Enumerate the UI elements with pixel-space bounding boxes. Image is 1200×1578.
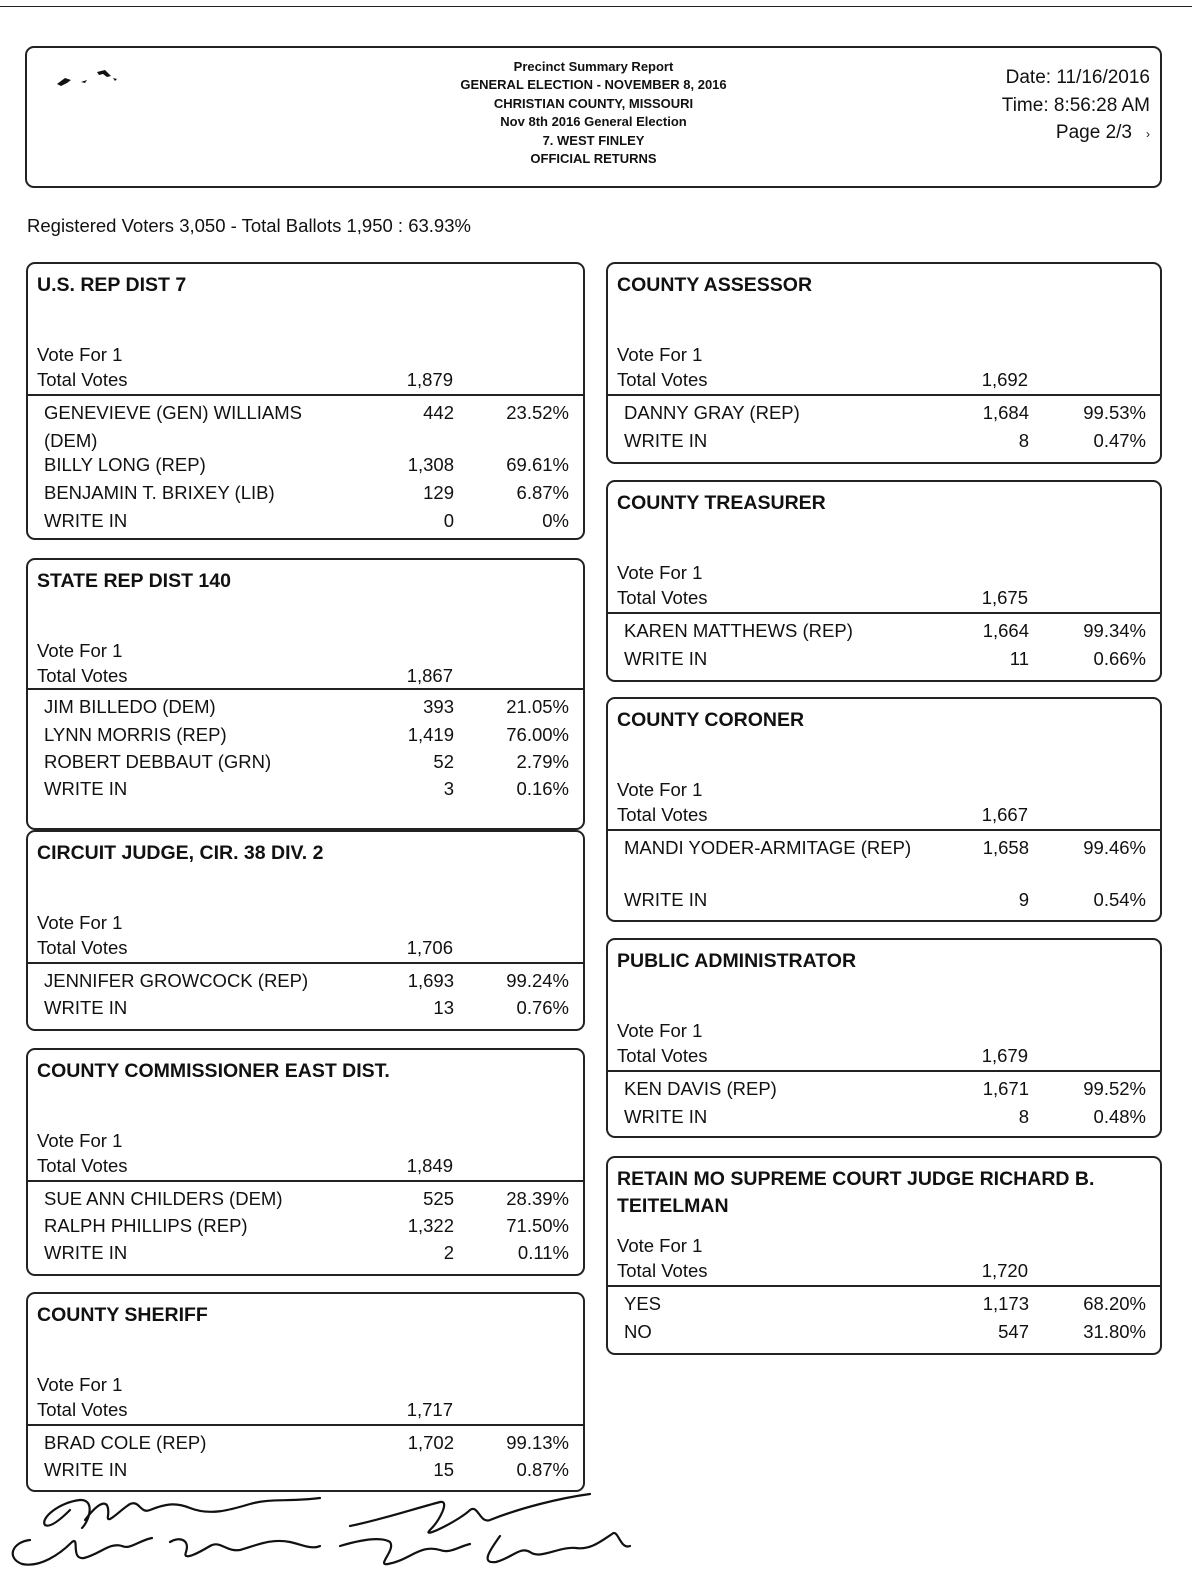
candidate-percent: 68.20% [1083,1293,1146,1314]
candidate-name: KEN DAVIS (REP) [624,1078,777,1099]
race-title: U.S. REP DIST 7 [37,274,187,296]
total-votes-value: 1,879 [406,369,453,390]
official-signatures [0,1480,700,1578]
vote-for-label: Vote For 1 [617,1020,703,1041]
candidate-name: WRITE IN [44,1242,128,1263]
candidate-votes: 393 [423,696,454,717]
candidate-percent: 99.46% [1083,837,1146,858]
candidate-percent: 0.16% [516,778,569,799]
candidate-name: MANDI YODER-ARMITAGE (REP) [624,837,912,858]
candidate-votes: 11 [1009,648,1029,669]
vote-for-label: Vote For 1 [617,779,703,800]
candidate-name: WRITE IN [44,1459,128,1480]
candidate-name: WRITE IN [44,510,128,531]
vote-for-label: Vote For 1 [37,1130,123,1151]
vote-for-label: Vote For 1 [617,1235,703,1256]
header-line: 7. WEST FINLEY [542,132,645,148]
candidate-votes: 442 [423,402,454,423]
vote-for-label: Vote For 1 [617,562,703,583]
race-divider [28,688,583,690]
candidate-name: WRITE IN [624,1106,708,1127]
total-votes-label: Total Votes [37,1399,128,1420]
candidate-percent: 99.53% [1083,402,1146,423]
vote-for-label: Vote For 1 [37,344,123,365]
total-votes-value: 1,692 [981,369,1028,390]
race-divider [28,962,583,964]
total-votes-label: Total Votes [617,804,708,825]
race-title: RETAIN MO SUPREME COURT JUDGE RICHARD B. TEITELMAN [617,1168,1095,1217]
report-time: Time: 8:56:28 AM [1001,94,1150,116]
race-divider [608,394,1160,396]
candidate-votes: 547 [998,1321,1029,1342]
header-line: Nov 8th 2016 General Election [500,114,687,130]
header-line: CHRISTIAN COUNTY, MISSOURI [493,95,694,111]
candidate-name: ROBERT DEBBAUT (GRN) [44,751,272,772]
registered-voters-line: Registered Voters 3,050 - Total Ballots 1,950 : 63.93% [27,215,471,236]
vote-for-label: Vote For 1 [37,912,123,933]
candidate-votes: 52 [433,751,454,772]
report-header [25,46,1162,188]
total-votes-label: Total Votes [37,665,128,686]
race-divider [28,1424,583,1426]
candidate-name: LYNN MORRIS (REP) [44,724,227,745]
page-number: Page 2/3 [1055,122,1132,143]
candidate-votes: 1,308 [407,454,454,475]
total-votes-value: 1,717 [406,1399,453,1420]
candidate-name: WRITE IN [624,648,708,669]
vote-for-label: Vote For 1 [617,344,703,365]
candidate-votes: 1,664 [982,620,1029,641]
race-box [26,830,585,1031]
candidate-name: RALPH PHILLIPS (REP) [44,1215,248,1236]
candidate-name: GENEVIEVE (GEN) WILLIAMS (DEM) [44,402,303,451]
race-title: COUNTY CORONER [617,709,805,731]
vote-for-label: Vote For 1 [37,1374,123,1395]
candidate-votes: 525 [423,1188,454,1209]
candidate-votes: 2 [443,1242,454,1263]
race-title: PUBLIC ADMINISTRATOR [617,950,857,972]
candidate-percent: 0.47% [1093,430,1146,451]
candidate-votes: 9 [1018,889,1029,910]
candidate-percent: 23.52% [506,402,569,423]
candidate-percent: 99.13% [506,1432,569,1453]
candidate-votes: 1,419 [407,724,454,745]
candidate-name: KAREN MATTHEWS (REP) [624,620,853,641]
report-date: Date: 11/16/2016 [1005,67,1150,88]
candidate-name: BENJAMIN T. BRIXEY (LIB) [44,482,275,503]
total-votes-label: Total Votes [617,1045,708,1066]
total-votes-value: 1,849 [406,1155,453,1176]
candidate-percent: 0.54% [1093,889,1146,910]
candidate-name: BILLY LONG (REP) [44,454,206,475]
candidate-name: JENNIFER GROWCOCK (REP) [44,970,309,991]
candidate-percent: 71.50% [506,1215,569,1236]
total-votes-label: Total Votes [37,369,128,390]
top-rule [0,6,1192,7]
race-title: CIRCUIT JUDGE, CIR. 38 DIV. 2 [37,842,324,864]
header-title-block [27,58,1160,168]
page-indicator [1002,119,1150,149]
header-line: OFFICIAL RETURNS [530,151,657,167]
total-votes-label: Total Votes [37,937,128,958]
total-votes-value: 1,706 [406,937,453,958]
race-title: STATE REP DIST 140 [37,570,231,592]
candidate-percent: 21.05% [506,696,569,717]
candidate-percent: 0.87% [516,1459,569,1480]
candidate-votes: 8 [1018,1106,1029,1127]
race-divider [608,1285,1160,1287]
race-box [606,938,1162,1138]
candidate-percent: 6.87% [516,482,569,503]
candidate-votes: 1,658 [982,837,1029,858]
race-divider [608,1070,1160,1072]
candidate-percent: 0.11% [517,1242,569,1263]
candidate-percent: 99.52% [1083,1078,1146,1099]
total-votes-label: Total Votes [37,1155,128,1176]
candidate-votes: 1,693 [407,970,454,991]
race-box [26,558,585,830]
candidate-name: WRITE IN [624,430,708,451]
candidate-votes: 15 [433,1459,454,1480]
candidate-name: WRITE IN [624,889,708,910]
header-line: Precinct Summary Report [513,59,674,74]
candidate-name: JIM BILLEDO (DEM) [44,696,216,717]
race-box [26,1048,585,1276]
candidate-name: WRITE IN [44,997,128,1018]
candidate-name: DANNY GRAY (REP) [624,402,800,423]
race-box [606,262,1162,464]
candidate-votes: 8 [1018,430,1029,451]
total-votes-label: Total Votes [617,587,708,608]
candidate-name: BRAD COLE (REP) [44,1432,207,1453]
race-box [606,697,1162,922]
race-title: COUNTY TREASURER [617,492,826,514]
candidate-percent: 0.66% [1093,648,1146,669]
candidate-votes: 1,173 [982,1293,1029,1314]
candidate-percent: 31.80% [1083,1321,1146,1342]
total-votes-value: 1,667 [981,804,1028,825]
candidate-name: YES [624,1293,662,1314]
race-box [606,480,1162,682]
candidate-votes: 1,702 [407,1432,454,1453]
total-votes-value: 1,675 [981,587,1028,608]
race-divider [608,612,1160,614]
candidate-percent: 0.48% [1093,1106,1146,1127]
race-box [26,262,585,540]
race-divider [28,1180,583,1182]
candidate-name: SUE ANN CHILDERS (DEM) [44,1188,283,1209]
race-title: COUNTY SHERIFF [37,1304,208,1326]
total-votes-value: 1,679 [981,1045,1028,1066]
total-votes-value: 1,867 [406,665,453,686]
candidate-name: NO [624,1321,652,1342]
race-box [26,1292,585,1492]
header-meta [1002,64,1150,149]
candidate-percent: 0.76% [516,997,569,1018]
candidate-percent: 99.24% [506,970,569,991]
candidate-percent: 0% [542,510,569,531]
total-votes-label: Total Votes [617,1260,708,1281]
vote-for-label: Vote For 1 [37,640,123,661]
race-title: COUNTY ASSESSOR [617,274,813,296]
candidate-votes: 3 [443,778,454,799]
total-votes-value: 1,720 [981,1260,1028,1281]
candidate-percent: 69.61% [506,454,569,475]
candidate-percent: 99.34% [1083,620,1146,641]
race-box [606,1156,1162,1355]
race-divider [28,394,583,396]
page-mark: › [1146,127,1150,141]
header-line: GENERAL ELECTION - NOVEMBER 8, 2016 [460,77,727,93]
candidate-votes: 1,684 [982,402,1029,423]
candidate-votes: 1,671 [982,1078,1029,1099]
total-votes-label: Total Votes [617,369,708,390]
candidate-name: WRITE IN [44,778,128,799]
candidate-percent: 28.39% [506,1188,569,1209]
candidate-votes: 0 [443,510,454,531]
candidate-percent: 76.00% [506,724,569,745]
race-title: COUNTY COMMISSIONER EAST DIST. [37,1060,390,1082]
race-divider [608,829,1160,831]
candidate-percent: 2.79% [516,751,569,772]
candidate-votes: 13 [433,997,454,1018]
candidate-votes: 1,322 [407,1215,454,1236]
candidate-votes: 129 [423,482,454,503]
